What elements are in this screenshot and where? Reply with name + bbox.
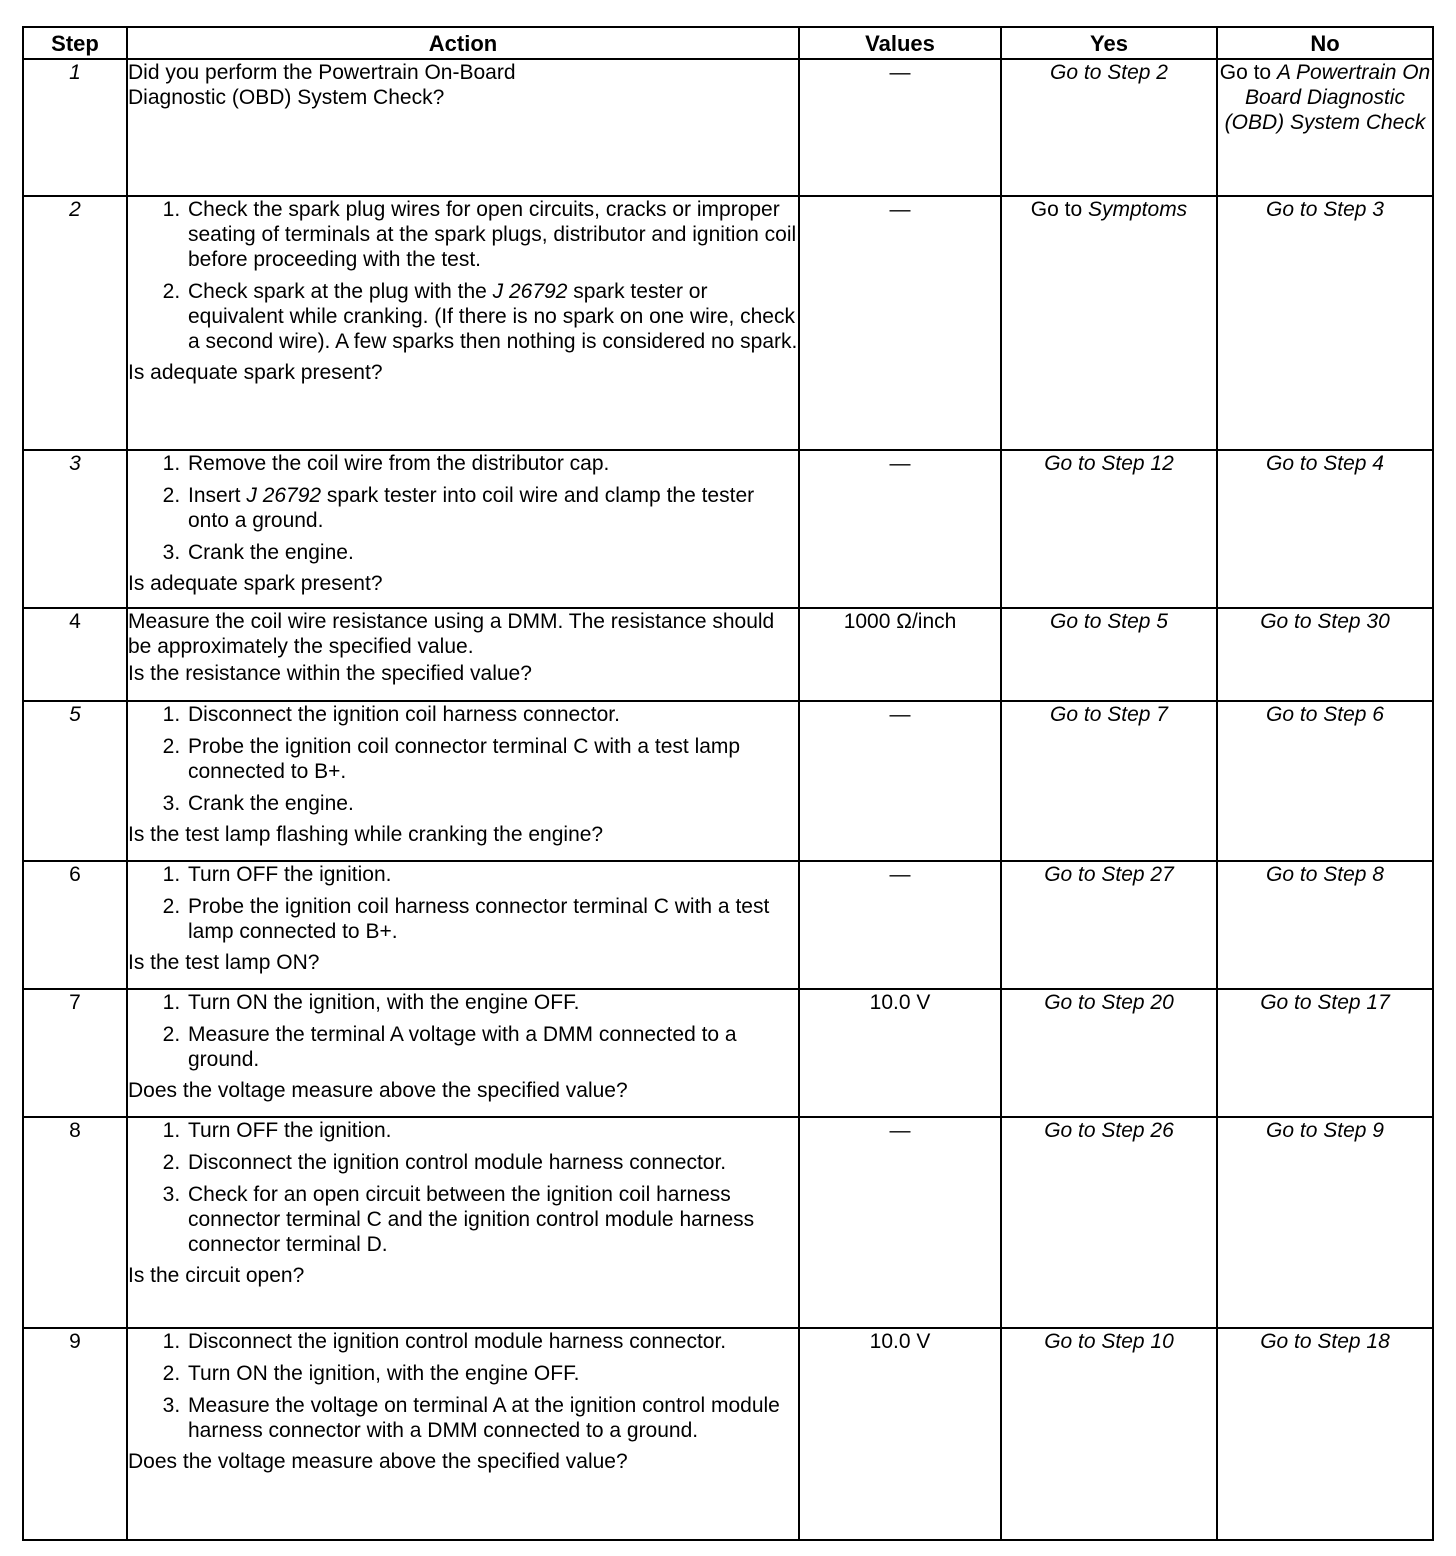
yes-cell: Go to Step 12: [1001, 450, 1217, 608]
step-number: 2: [23, 196, 127, 450]
step-number: 4: [23, 608, 127, 701]
action-item: 3. Check for an open circuit between the ignition coil harness connector terminal C and the ignition control module harness connector terminal D.: [186, 1182, 798, 1257]
tool-ref: J 26792: [492, 280, 568, 303]
yes-cell: Go to Step 7: [1001, 701, 1217, 861]
header-values: Values: [799, 27, 1001, 59]
action-cell: [127, 450, 799, 608]
value-cell: —: [799, 59, 1001, 196]
action-item: 3. Measure the voltage on terminal A at the ignition control module harness connector with a DMM connected to a ground.: [186, 1393, 798, 1443]
yes-cell: Go to Step 27: [1001, 861, 1217, 989]
value-cell: 1000 Ω/inch: [799, 608, 1001, 701]
action-item: 2. Measure the terminal A voltage with a DMM connected to a ground.: [186, 1022, 798, 1072]
step-number: 3: [23, 450, 127, 608]
no-ref: A Powertrain On Board Diagnostic (OBD) System Check: [1224, 61, 1431, 134]
table-row: [23, 861, 1433, 989]
header-no: No: [1217, 27, 1433, 59]
value-cell: —: [799, 450, 1001, 608]
table-row: [23, 1328, 1433, 1540]
step-number: 7: [23, 989, 127, 1117]
action-question: Is the test lamp flashing while cranking the engine?: [128, 823, 604, 846]
no-prefix: Go to: [1219, 61, 1277, 84]
action-item: 3. Crank the engine.: [186, 540, 798, 565]
yes-cell: Go to Step 20: [1001, 989, 1217, 1117]
action-cell: [127, 989, 799, 1117]
action-item: 2. Disconnect the ignition control module harness connector.: [186, 1150, 798, 1175]
tool-ref: J 26792: [246, 484, 322, 507]
yes-cell: Go to Step 26: [1001, 1117, 1217, 1328]
step-number: 1: [23, 59, 127, 196]
action-item: 1. Turn OFF the ignition.: [186, 862, 798, 887]
action-item: 2. Turn ON the ignition, with the engine OFF.: [186, 1361, 798, 1386]
step-number: 6: [23, 861, 127, 989]
action-item: 1. Turn ON the ignition, with the engine OFF.: [186, 990, 798, 1015]
yes-cell: Go to Step 2: [1001, 59, 1217, 196]
diagnostic-table: [22, 26, 1434, 1541]
table-row: [23, 59, 1433, 196]
step-number: 8: [23, 1117, 127, 1328]
no-cell: Go to Step 8: [1217, 861, 1433, 989]
action-item: 3. Crank the engine.: [186, 791, 798, 816]
action-item: 2. Check spark at the plug with the J 26792 spark tester or equivalent while cranking. (If there is no spark on one wire, check a second wire). A few sparks then nothing is considered no spark.: [186, 279, 798, 354]
action-question: Is the circuit open?: [128, 1264, 305, 1287]
table-row: [23, 608, 1433, 701]
no-cell: Go to Step 3: [1217, 196, 1433, 450]
no-cell: [1217, 59, 1433, 196]
yes-cell: Go to Step 5: [1001, 608, 1217, 701]
action-item: 1. Turn OFF the ignition.: [186, 1118, 798, 1143]
action-question: Is the resistance within the specified value?: [128, 662, 532, 685]
action-item: 2. Probe the ignition coil connector terminal C with a test lamp connected to B+.: [186, 734, 798, 784]
no-cell: Go to Step 9: [1217, 1117, 1433, 1328]
value-cell: —: [799, 861, 1001, 989]
no-cell: Go to Step 18: [1217, 1328, 1433, 1540]
action-item: 1. Check the spark plug wires for open circuits, cracks or improper seating of terminals at the spark plugs, distributor and ignition coil before proceeding with the test.: [186, 197, 798, 272]
table-row: [23, 196, 1433, 450]
action-item: 1. Remove the coil wire from the distributor cap.: [186, 451, 798, 476]
action-cell: [127, 861, 799, 989]
action-item: 1. Disconnect the ignition coil harness connector.: [186, 702, 798, 727]
header-yes: Yes: [1001, 27, 1217, 59]
action-question: Is adequate spark present?: [128, 572, 383, 595]
value-cell: 10.0 V: [799, 1328, 1001, 1540]
action-question: Is the test lamp ON?: [128, 951, 320, 974]
yes-ref: Symptoms: [1088, 198, 1188, 221]
step-number: 5: [23, 701, 127, 861]
value-cell: —: [799, 196, 1001, 450]
yes-cell: Go to Step 10: [1001, 1328, 1217, 1540]
action-question: Is adequate spark present?: [128, 361, 383, 384]
action-cell: [127, 701, 799, 861]
table-row: [23, 450, 1433, 608]
action-item: 2. Insert J 26792 spark tester into coil wire and clamp the tester onto a ground.: [186, 483, 798, 533]
table-row: [23, 701, 1433, 861]
header-action: Action: [127, 27, 799, 59]
action-cell: [127, 59, 799, 196]
action-item: 1. Disconnect the ignition control module harness connector.: [186, 1329, 798, 1354]
action-cell: [127, 196, 799, 450]
action-cell: [127, 1328, 799, 1540]
yes-prefix: Go to: [1030, 198, 1088, 221]
yes-cell: [1001, 196, 1217, 450]
no-cell: Go to Step 6: [1217, 701, 1433, 861]
action-text: Measure the coil wire resistance using a DMM. The resistance should be approximately the specified value.: [128, 610, 775, 658]
value-cell: —: [799, 1117, 1001, 1328]
step-number: 9: [23, 1328, 127, 1540]
action-cell: [127, 1117, 799, 1328]
action-question: Does the voltage measure above the specified value?: [128, 1450, 628, 1473]
action-item: 2. Probe the ignition coil harness connector terminal C with a test lamp connected to B+.: [186, 894, 798, 944]
table-row: [23, 1117, 1433, 1328]
header-step: Step: [23, 27, 127, 59]
no-cell: Go to Step 30: [1217, 608, 1433, 701]
value-cell: —: [799, 701, 1001, 861]
table-header-row: [23, 27, 1433, 59]
table-row: [23, 989, 1433, 1117]
action-text: Did you perform the Powertrain On-Board Diagnostic (OBD) System Check?: [128, 61, 516, 109]
action-question: Does the voltage measure above the specified value?: [128, 1079, 628, 1102]
no-cell: Go to Step 17: [1217, 989, 1433, 1117]
action-cell: [127, 608, 799, 701]
value-cell: 10.0 V: [799, 989, 1001, 1117]
no-cell: Go to Step 4: [1217, 450, 1433, 608]
